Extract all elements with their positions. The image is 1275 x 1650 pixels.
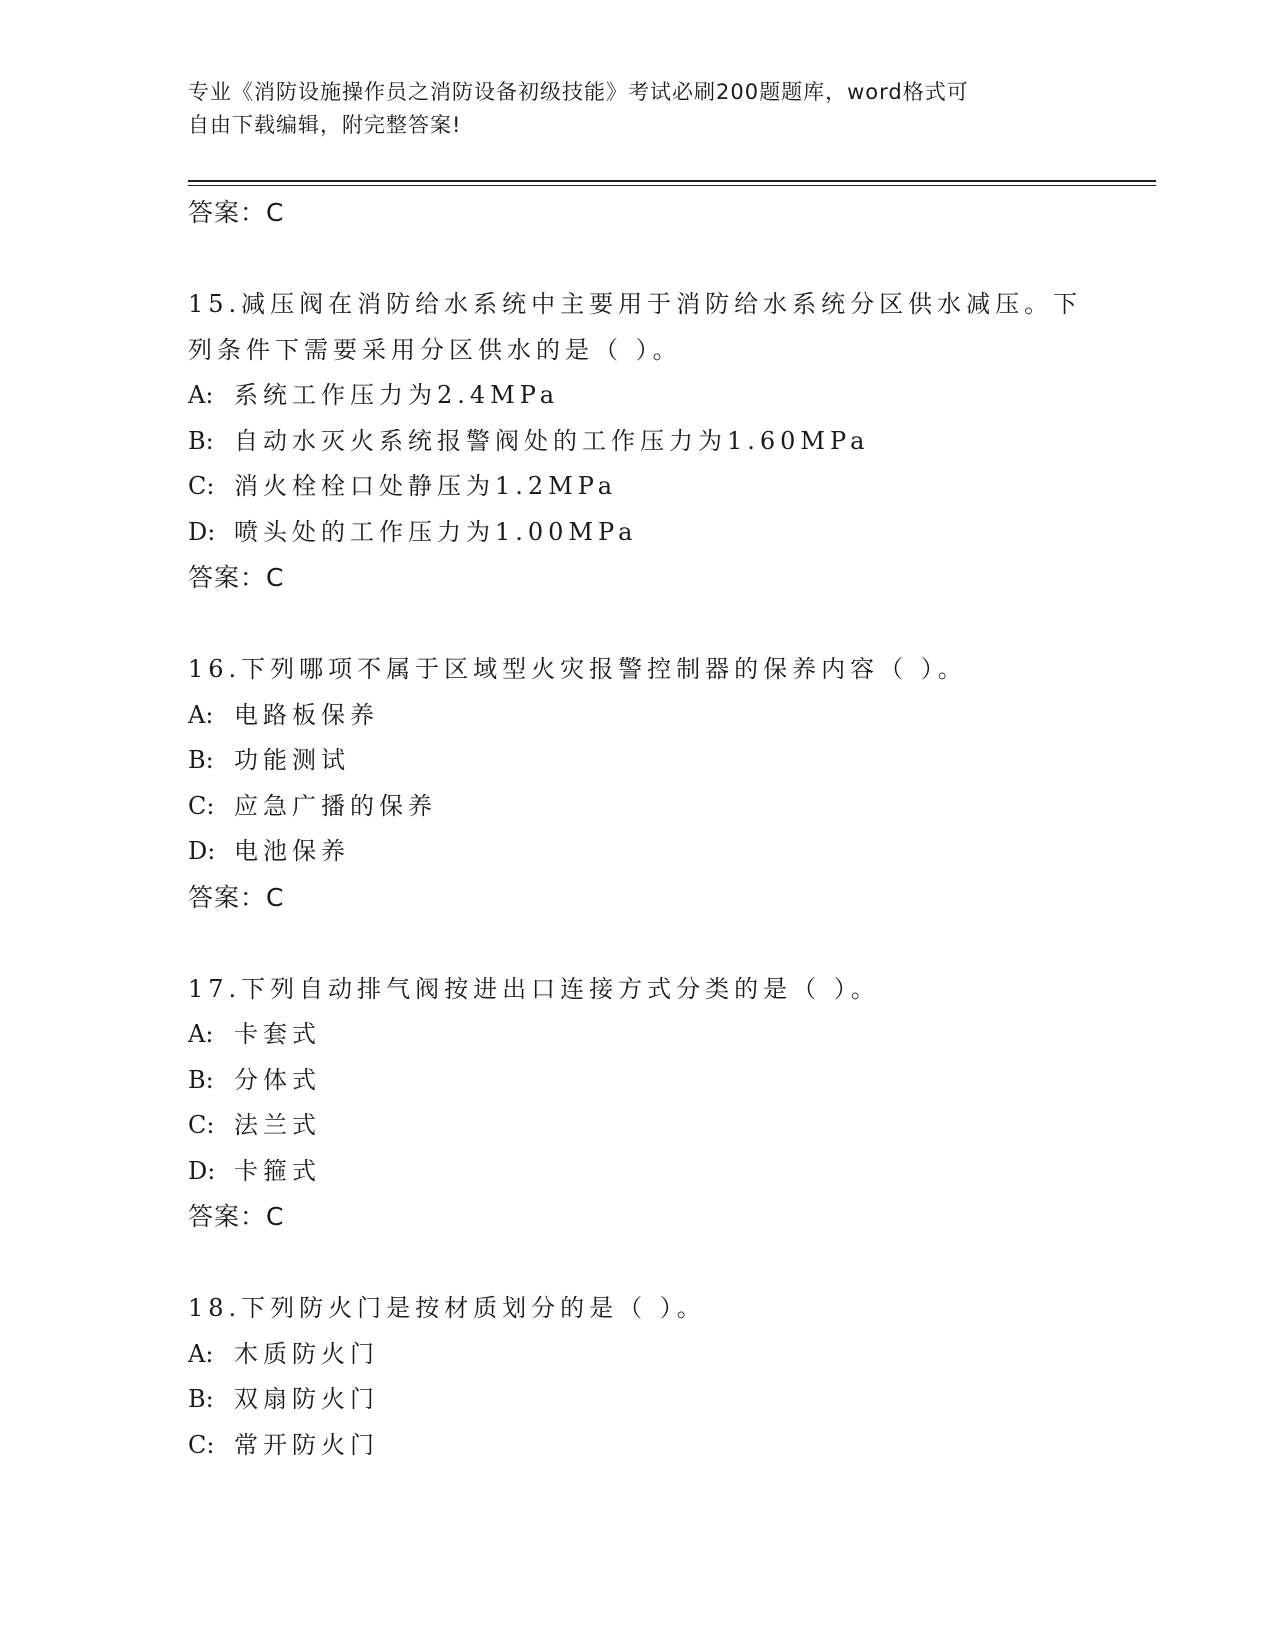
question-list	[188, 190, 1128, 1468]
header-line-1: 专业《消防设施操作员之消防设备初级技能》考试必刷200题题库，word格式可	[188, 80, 969, 104]
question-15	[188, 282, 1128, 601]
header-line-2: 自由下载编辑，附完整答案!	[188, 113, 462, 137]
answer-line: 答案：C	[188, 1202, 285, 1231]
option-c	[188, 784, 1128, 830]
question-16	[188, 647, 1128, 921]
option-letter: B:	[188, 426, 214, 455]
header-divider	[188, 180, 1156, 186]
option-a	[188, 1332, 1128, 1378]
option-letter: A:	[188, 381, 214, 409]
option-d	[188, 829, 1128, 875]
option-letter: C:	[188, 472, 215, 500]
option-c	[188, 1103, 1128, 1149]
option-letter: D:	[188, 517, 216, 546]
option-b	[188, 1377, 1128, 1423]
option-text: 系统工作压力为2.4MPa	[234, 381, 560, 409]
option-text: 功能测试	[234, 746, 350, 774]
answer-line: 答案：C	[188, 882, 285, 912]
option-text: 分体式	[234, 1065, 321, 1094]
option-b	[188, 419, 1128, 465]
previous-answer: 答案：C	[188, 198, 285, 227]
option-letter: A:	[188, 1339, 214, 1368]
option-text: 电池保养	[234, 837, 350, 865]
question-stem-line-1: 18.下列防火门是按材质划分的是（ ）。	[188, 1294, 706, 1322]
option-text: 双扇防火门	[234, 1385, 379, 1413]
question-stem-line-2: 列条件下需要采用分区供水的是（ ）。	[188, 335, 682, 364]
option-letter: B:	[188, 746, 214, 774]
question-18	[188, 1286, 1128, 1468]
option-text: 电路板保养	[234, 700, 379, 729]
option-a	[188, 1012, 1128, 1058]
question-stem-line-1: 15.减压阀在消防给水系统中主要用于消防给水系统分区供水减压。下	[188, 290, 1083, 318]
option-text: 卡箍式	[234, 1156, 321, 1185]
option-letter: C:	[188, 791, 215, 820]
option-text: 常开防火门	[234, 1430, 379, 1459]
option-b	[188, 738, 1128, 784]
option-letter: C:	[188, 1430, 215, 1459]
option-d	[188, 1149, 1128, 1195]
option-letter: D:	[188, 837, 216, 865]
spacer	[188, 921, 1128, 967]
spacer	[188, 601, 1128, 647]
answer-line: 答案：C	[188, 563, 285, 592]
question-stem	[188, 282, 1128, 373]
option-text: 自动水灭火系统报警阀处的工作压力为1.60MPa	[234, 426, 870, 455]
option-text: 应急广播的保养	[234, 791, 437, 820]
option-letter: C:	[188, 1111, 215, 1139]
page-header	[188, 76, 1088, 142]
question-stem	[188, 647, 1128, 693]
option-text: 消火栓栓口处静压为1.2MPa	[234, 472, 618, 500]
spacer	[188, 236, 1128, 282]
option-b	[188, 1058, 1128, 1104]
option-d	[188, 510, 1128, 556]
option-letter: B:	[188, 1065, 214, 1094]
option-text: 喷头处的工作压力为1.00MPa	[234, 517, 638, 546]
question-stem	[188, 1286, 1128, 1332]
option-a	[188, 693, 1128, 739]
question-17	[188, 967, 1128, 1241]
option-text: 木质防火门	[234, 1339, 379, 1368]
question-stem-line-1: 16.下列哪项不属于区域型火灾报警控制器的保养内容（ ）。	[188, 655, 967, 683]
spacer	[188, 1240, 1128, 1286]
option-text: 卡套式	[234, 1020, 321, 1048]
question-stem-line-1: 17.下列自动排气阀按进出口连接方式分类的是（ ）。	[188, 974, 880, 1003]
option-text: 法兰式	[234, 1111, 321, 1139]
option-letter: A:	[188, 1020, 214, 1048]
option-c	[188, 464, 1128, 510]
question-stem	[188, 967, 1128, 1013]
option-a	[188, 373, 1128, 419]
option-letter: B:	[188, 1385, 214, 1413]
option-letter: D:	[188, 1156, 216, 1185]
option-letter: A:	[188, 700, 214, 729]
option-c	[188, 1423, 1128, 1469]
